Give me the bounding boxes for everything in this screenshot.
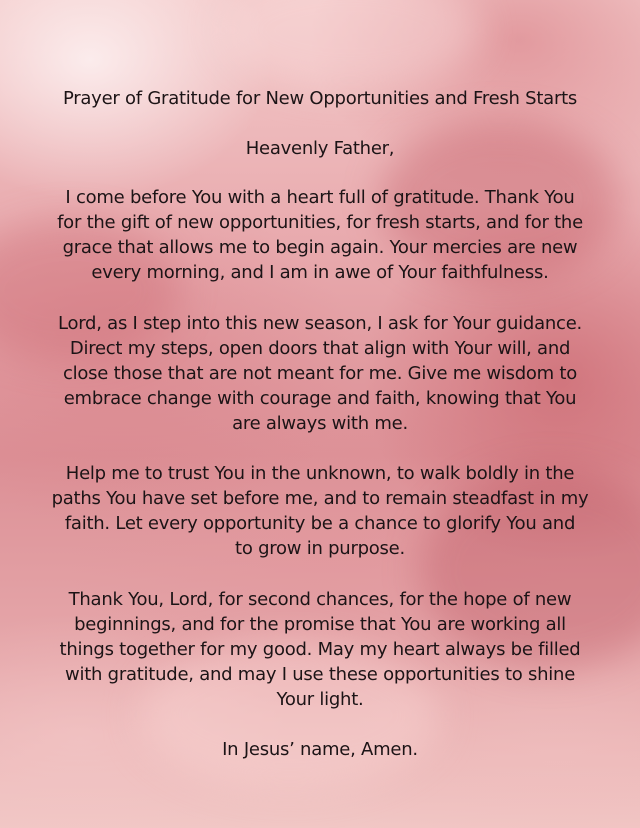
greeting-line: Heavenly Father, [245, 138, 395, 159]
paragraph-line: for the gift of new opportunities, for fresh starts, and for the [57, 212, 583, 233]
prayer-paragraph-2 [30, 311, 610, 436]
prayer-greeting [30, 136, 610, 161]
paragraph-line: embrace change with courage and faith, knowing that You [63, 388, 577, 409]
paragraph-line: Help me to trust You in the unknown, to walk boldly in the [65, 463, 575, 484]
prayer-closing [30, 737, 610, 762]
paragraph-line: are always with me. [232, 413, 408, 434]
paragraph-line: things together for my good. May my heart always be filled [59, 639, 581, 660]
title-line: Prayer of Gratitude for New Opportunities and Fresh Starts [62, 88, 578, 109]
prayer-paragraph-4 [30, 587, 610, 712]
prayer-paragraph-3 [30, 461, 610, 561]
prayer-title [30, 86, 610, 111]
prayer-paragraph-1 [30, 185, 610, 285]
paragraph-line: faith. Let every opportunity be a chance to glorify You and [64, 513, 576, 534]
paragraph-line: Direct my steps, open doors that align with Your will, and [69, 338, 571, 359]
watercolor-blot [220, 0, 480, 90]
paragraph-line: beginnings, and for the promise that You are working all [74, 614, 566, 635]
paragraph-line: paths You have set before me, and to remain steadfast in my [51, 488, 589, 509]
closing-line: In Jesus’ name, Amen. [222, 739, 418, 760]
paragraph-line: Thank You, Lord, for second chances, for the hope of new [68, 589, 572, 610]
paragraph-line: Your light. [276, 689, 364, 710]
paragraph-line: Lord, as I step into this new season, I ask for Your guidance. [57, 313, 582, 334]
paragraph-line: grace that allows me to begin again. Your mercies are new [62, 237, 578, 258]
paragraph-line: close those that are not meant for me. Give me wisdom to [63, 363, 577, 384]
paragraph-line: I come before You with a heart full of gratitude. Thank You [65, 187, 575, 208]
paragraph-line: every morning, and I am in awe of Your faithfulness. [91, 262, 549, 283]
paragraph-line: with gratitude, and may I use these opportunities to shine [64, 664, 576, 685]
paragraph-line: to grow in purpose. [235, 538, 405, 559]
